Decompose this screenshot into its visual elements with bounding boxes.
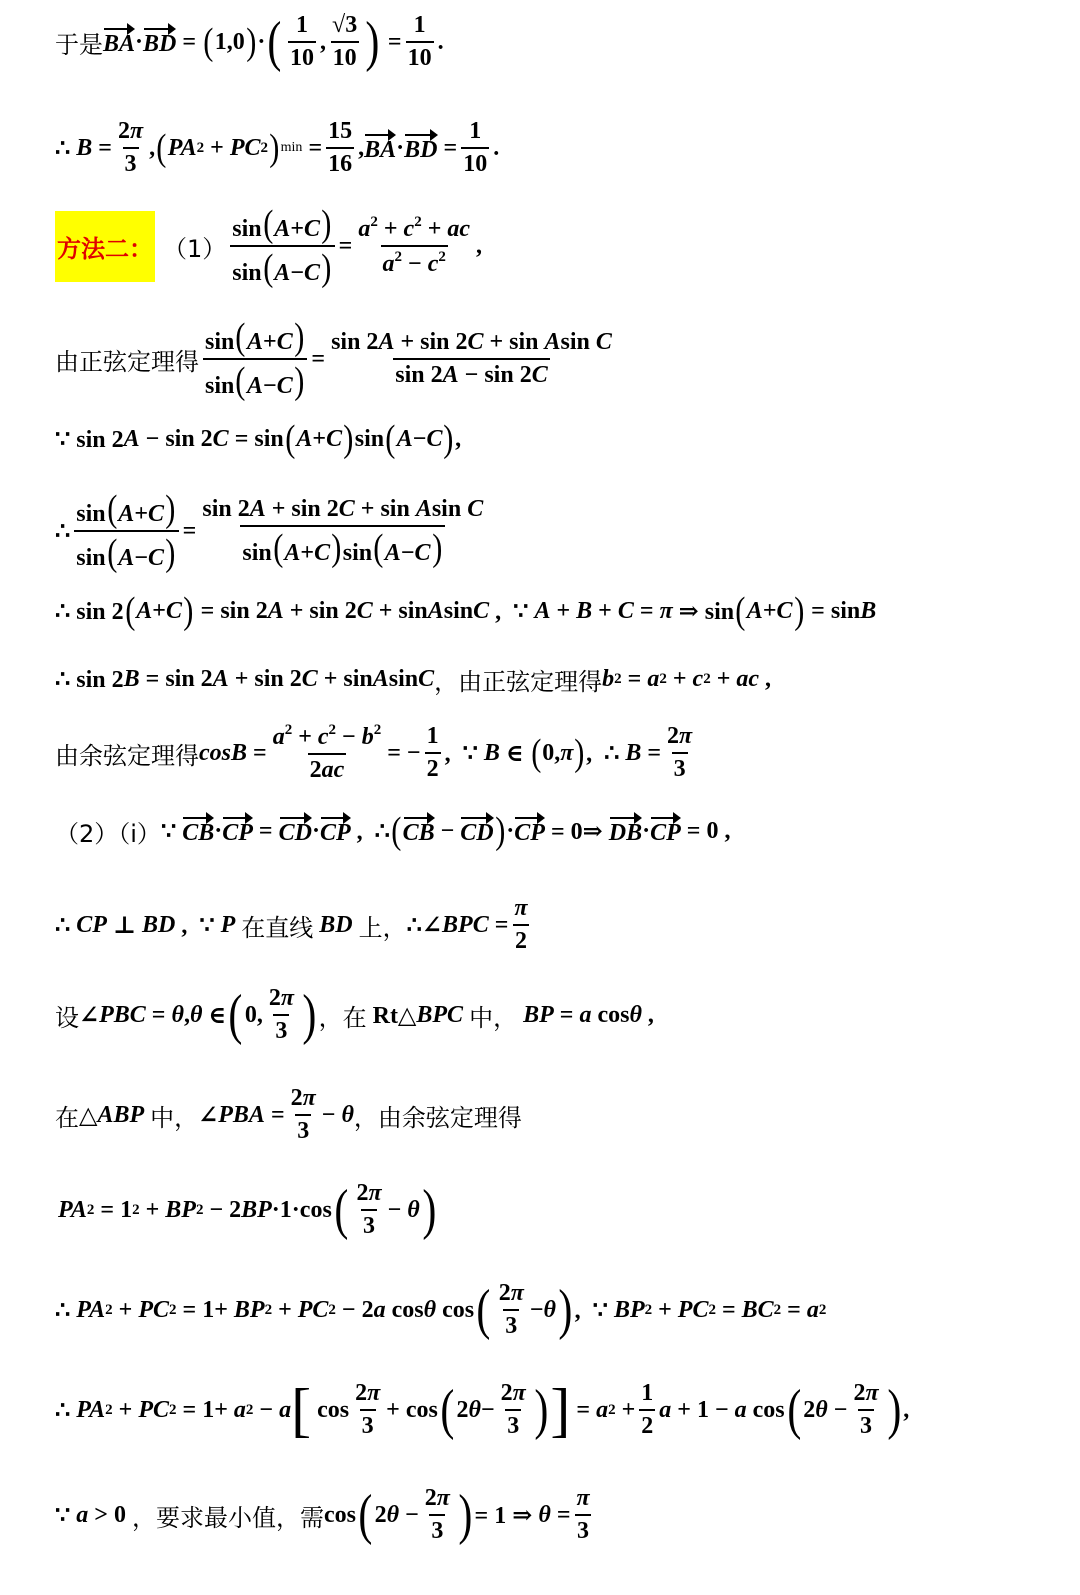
math-line-8: ∴ sin 2 B = sin 2 A + sin 2 C + sin A sin C ，由正弦定理得 b 2 = a 2 + c 2 + ac , (55, 666, 772, 696)
method-two-label: 方法二： (55, 211, 155, 282)
math-line-16: ∴ PA 2 + PC 2 = 1+ a 2 − a [ cos $\frac{2\pi}{3}$ + cos ( 2 θ − $\frac{2\pi}{3}$ ) ] = a 2 + $\frac{1}{2}$ a + 1 − a cos ( 2 θ − $\frac{2\pi}{3}$ ) , (55, 1377, 910, 1443)
math-line-17: ∵ a > 0 ，要求最小值，需 cos ( 2 θ − $\frac{2\pi}{3}$ ) = 1 ⇒ θ = $\frac{\pi}{3}$ (55, 1484, 590, 1546)
math-line-6: ∴ $\frac{\sin(A+C)}{\sin(A-C)}$ = $\frac{\text{sin 2A + sin 2C + sin Asin C}}{\sin(A+C)\sin(A-C)}$ (55, 488, 484, 574)
fraction: $\frac{1}{10}$ (290, 12, 315, 71)
math-line-2: ∴ B = $\frac{2\pi}{3}$ , ( PA 2 + PC 2 ) min = $\frac{15}{16}$ , BA · BD = $\frac{1}{10}$ . (55, 118, 500, 177)
math-line-13: 在 △ ABP 中， ∠ PBA = $\frac{2\pi}{3}$ − θ ，由余弦定理得 (55, 1085, 522, 1144)
math-line-7: ∴ sin 2 ( A + C ) = sin 2 A + sin 2 C + sin A sin C , ∵ A + B + C = π ⇒ sin ( A + C ) = sin B (55, 590, 877, 632)
math-line-9: 由余弦定理得 cosB = $\frac{a^2 + c^2 - b^2}{2ac}$ = − $\frac{1}{2}$ , ∵ B ∈ ( 0, π ) , ∴ B = $\frac{2\pi}{3}$ (55, 722, 693, 783)
math-line-5: ∵ sin 2 A − sin 2 C = sin ( A + C ) sin ( A − C ) , (55, 418, 462, 460)
text-yushi: 于是 (55, 30, 103, 59)
math-line-1: 于是 BA · BD = ( 1,0 ) · ( $\frac{1}{10}$ , $\frac{√3}{10}$ ) = $\frac{1}{10}$ . (55, 11, 444, 73)
math-line-3: 方法二： （1） $\frac{\sin(A+C)}{\sin(A-C)}$ = $\frac{a^2 + c^2 + ac}{a^2 - c^2}$ , (57, 203, 483, 289)
vector-BD: BD (143, 27, 176, 58)
math-line-4: 由正弦定理得 $\frac{\sin(A+C)}{\sin(A-C)}$ = $\frac{\text{sin 2A + sin 2C + sin Asin C}}{\sin 2A - \sin 2C}$ (55, 316, 612, 402)
math-line-15: ∴ PA 2 + PC 2 = 1+ BP 2 + PC 2 − 2 a cos θ cos ( $\frac{2\pi}{3}$ − θ ) , ∵ BP 2 + PC 2 = BC 2 = a 2 (55, 1279, 827, 1341)
math-line-11: ∴ CP ⊥ BD , ∵ P 在直线 BD 上， ∴∠ BPC = $\frac{\pi}{2}$ (55, 895, 528, 954)
fraction: $\frac{1}{10}$ (407, 12, 432, 71)
math-line-14: PA 2 = 1 2 + BP 2 − 2 BP ·1·cos ( $\frac{2\pi}{3}$ − θ ) (58, 1179, 437, 1241)
fraction: $\frac{√3}{10}$ (332, 12, 358, 71)
vector-BA: BA (103, 27, 135, 58)
math-line-12: 设 ∠ PBC = θ , θ ∈ ( 0, $\frac{2\pi}{3}$ ) ，在 Rt△ BPC 中， BP = a cos θ , (55, 984, 654, 1046)
math-line-10: （2）（ⅰ） ∵ CB · CP = CD · CP , ∴ ( CB − CD ) · CP = 0⇒ DB · CP = 0 , (55, 810, 731, 852)
